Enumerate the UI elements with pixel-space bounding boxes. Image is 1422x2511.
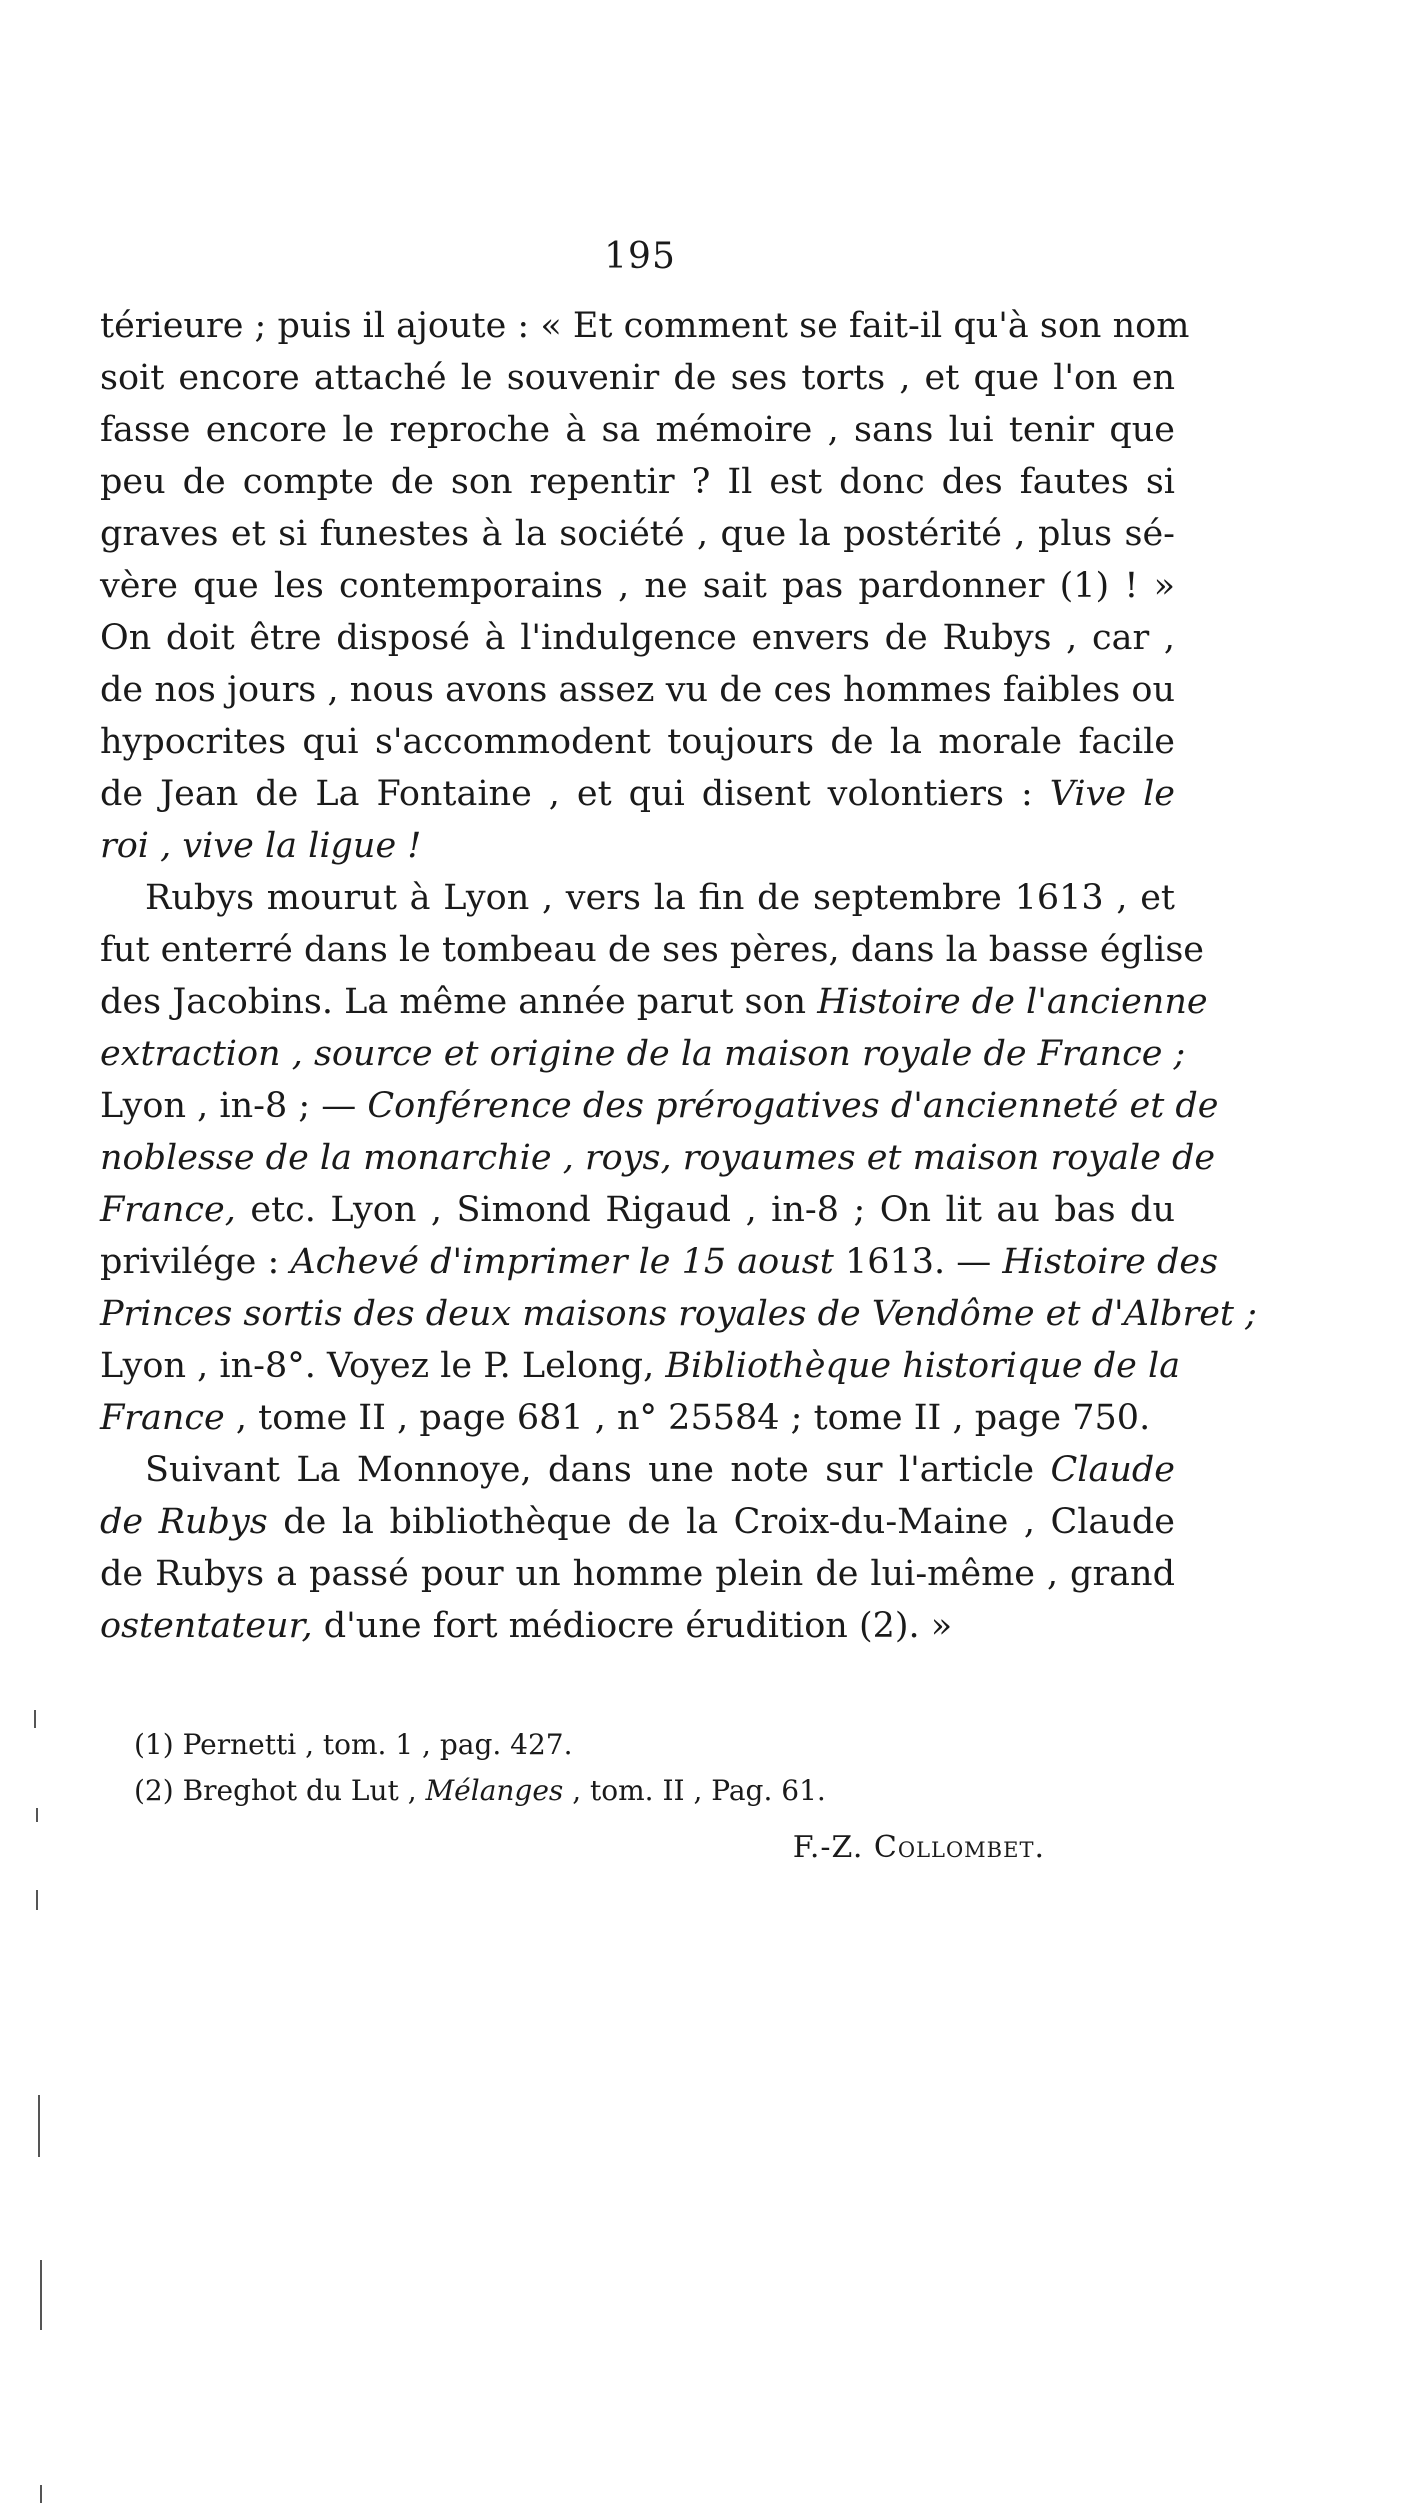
text-line: de Rubys a passé pour un homme plein de lui-même , grand <box>100 1554 1175 1594</box>
author-surname: Collombet. <box>873 1830 1045 1865</box>
text-line: graves et si funestes à la société , que la postérité , plus sé- <box>100 514 1175 554</box>
scan-artifact <box>40 2485 42 2503</box>
text-line: de Jean de La Fontaine , et qui disent volontiers : Vive le <box>100 774 1176 814</box>
text-line: fasse encore le reproche à sa mémoire , sans lui tenir que <box>100 410 1175 450</box>
footnotes <box>134 1722 1034 1814</box>
footnote: (1) Pernetti , tom. 1 , pag. 427. <box>134 1728 573 1761</box>
scan-artifact <box>40 2260 42 2330</box>
text-line: hypocrites qui s'accommodent toujours de la morale facile <box>100 722 1175 762</box>
scan-artifact <box>34 1710 36 1728</box>
text-line: privilége : Achevé d'imprimer le 15 aoust 1613. — Histoire des <box>100 1242 1219 1282</box>
text-line: ostentateur, d'une fort médiocre érudition (2). » <box>100 1606 953 1646</box>
footnote: (2) Breghot du Lut , Mélanges , tom. II , Pag. 61. <box>134 1774 826 1807</box>
body-text <box>100 300 1257 1652</box>
text-line: soit encore attaché le souvenir de ses torts , et que l'on en <box>100 358 1175 398</box>
text-line: On doit être disposé à l'indulgence envers de Rubys , car , <box>100 618 1175 658</box>
text-line: Lyon , in-8 ; — Conférence des prérogatives d'ancienneté et de <box>100 1086 1219 1126</box>
scan-artifact <box>36 1808 38 1822</box>
author-initials: F.-Z. <box>792 1830 864 1865</box>
text-line: France , tome II , page 681 , n° 25584 ; tome II , page 750. <box>100 1398 1151 1438</box>
scan-artifact <box>38 2095 40 2157</box>
text-line: extraction , source et origine de la maison royale de France ; <box>100 1034 1186 1074</box>
page-number: 195 <box>604 236 676 277</box>
text-line: de nos jours , nous avons assez vu de ces hommes faibles ou <box>100 670 1175 710</box>
scan-artifact <box>36 1890 38 1910</box>
author-signature <box>700 1830 1045 1865</box>
text-line: térieure ; puis il ajoute : « Et comment se fait-il qu'à son nom <box>100 306 1190 346</box>
text-line: fut enterré dans le tombeau de ses pères, dans la basse église <box>100 930 1205 970</box>
text-line: vère que les contemporains , ne sait pas pardonner (1) ! » <box>100 566 1175 606</box>
text-line: des Jacobins. La même année parut son Histoire de l'ancienne <box>100 982 1208 1022</box>
text-line: France, etc. Lyon , Simond Rigaud , in-8 ; On lit au bas du <box>100 1190 1175 1230</box>
text-line: Lyon , in-8°. Voyez le P. Lelong, Bibliothèque historique de la <box>100 1346 1181 1386</box>
text-line: roi , vive la ligue ! <box>100 826 422 866</box>
text-line: noblesse de la monarchie , roys, royaumes et maison royale de <box>100 1138 1216 1178</box>
text-line: peu de compte de son repentir ? Il est donc des fautes si <box>100 462 1175 502</box>
text-line: Princes sortis des deux maisons royales de Vendôme et d'Albret ; <box>100 1294 1257 1334</box>
text-line: de Rubys de la bibliothèque de la Croix-du-Maine , Claude <box>100 1502 1176 1542</box>
text-line: Suivant La Monnoye, dans une note sur l'article Claude <box>145 1450 1175 1490</box>
text-line: Rubys mourut à Lyon , vers la fin de septembre 1613 , et <box>145 878 1175 918</box>
